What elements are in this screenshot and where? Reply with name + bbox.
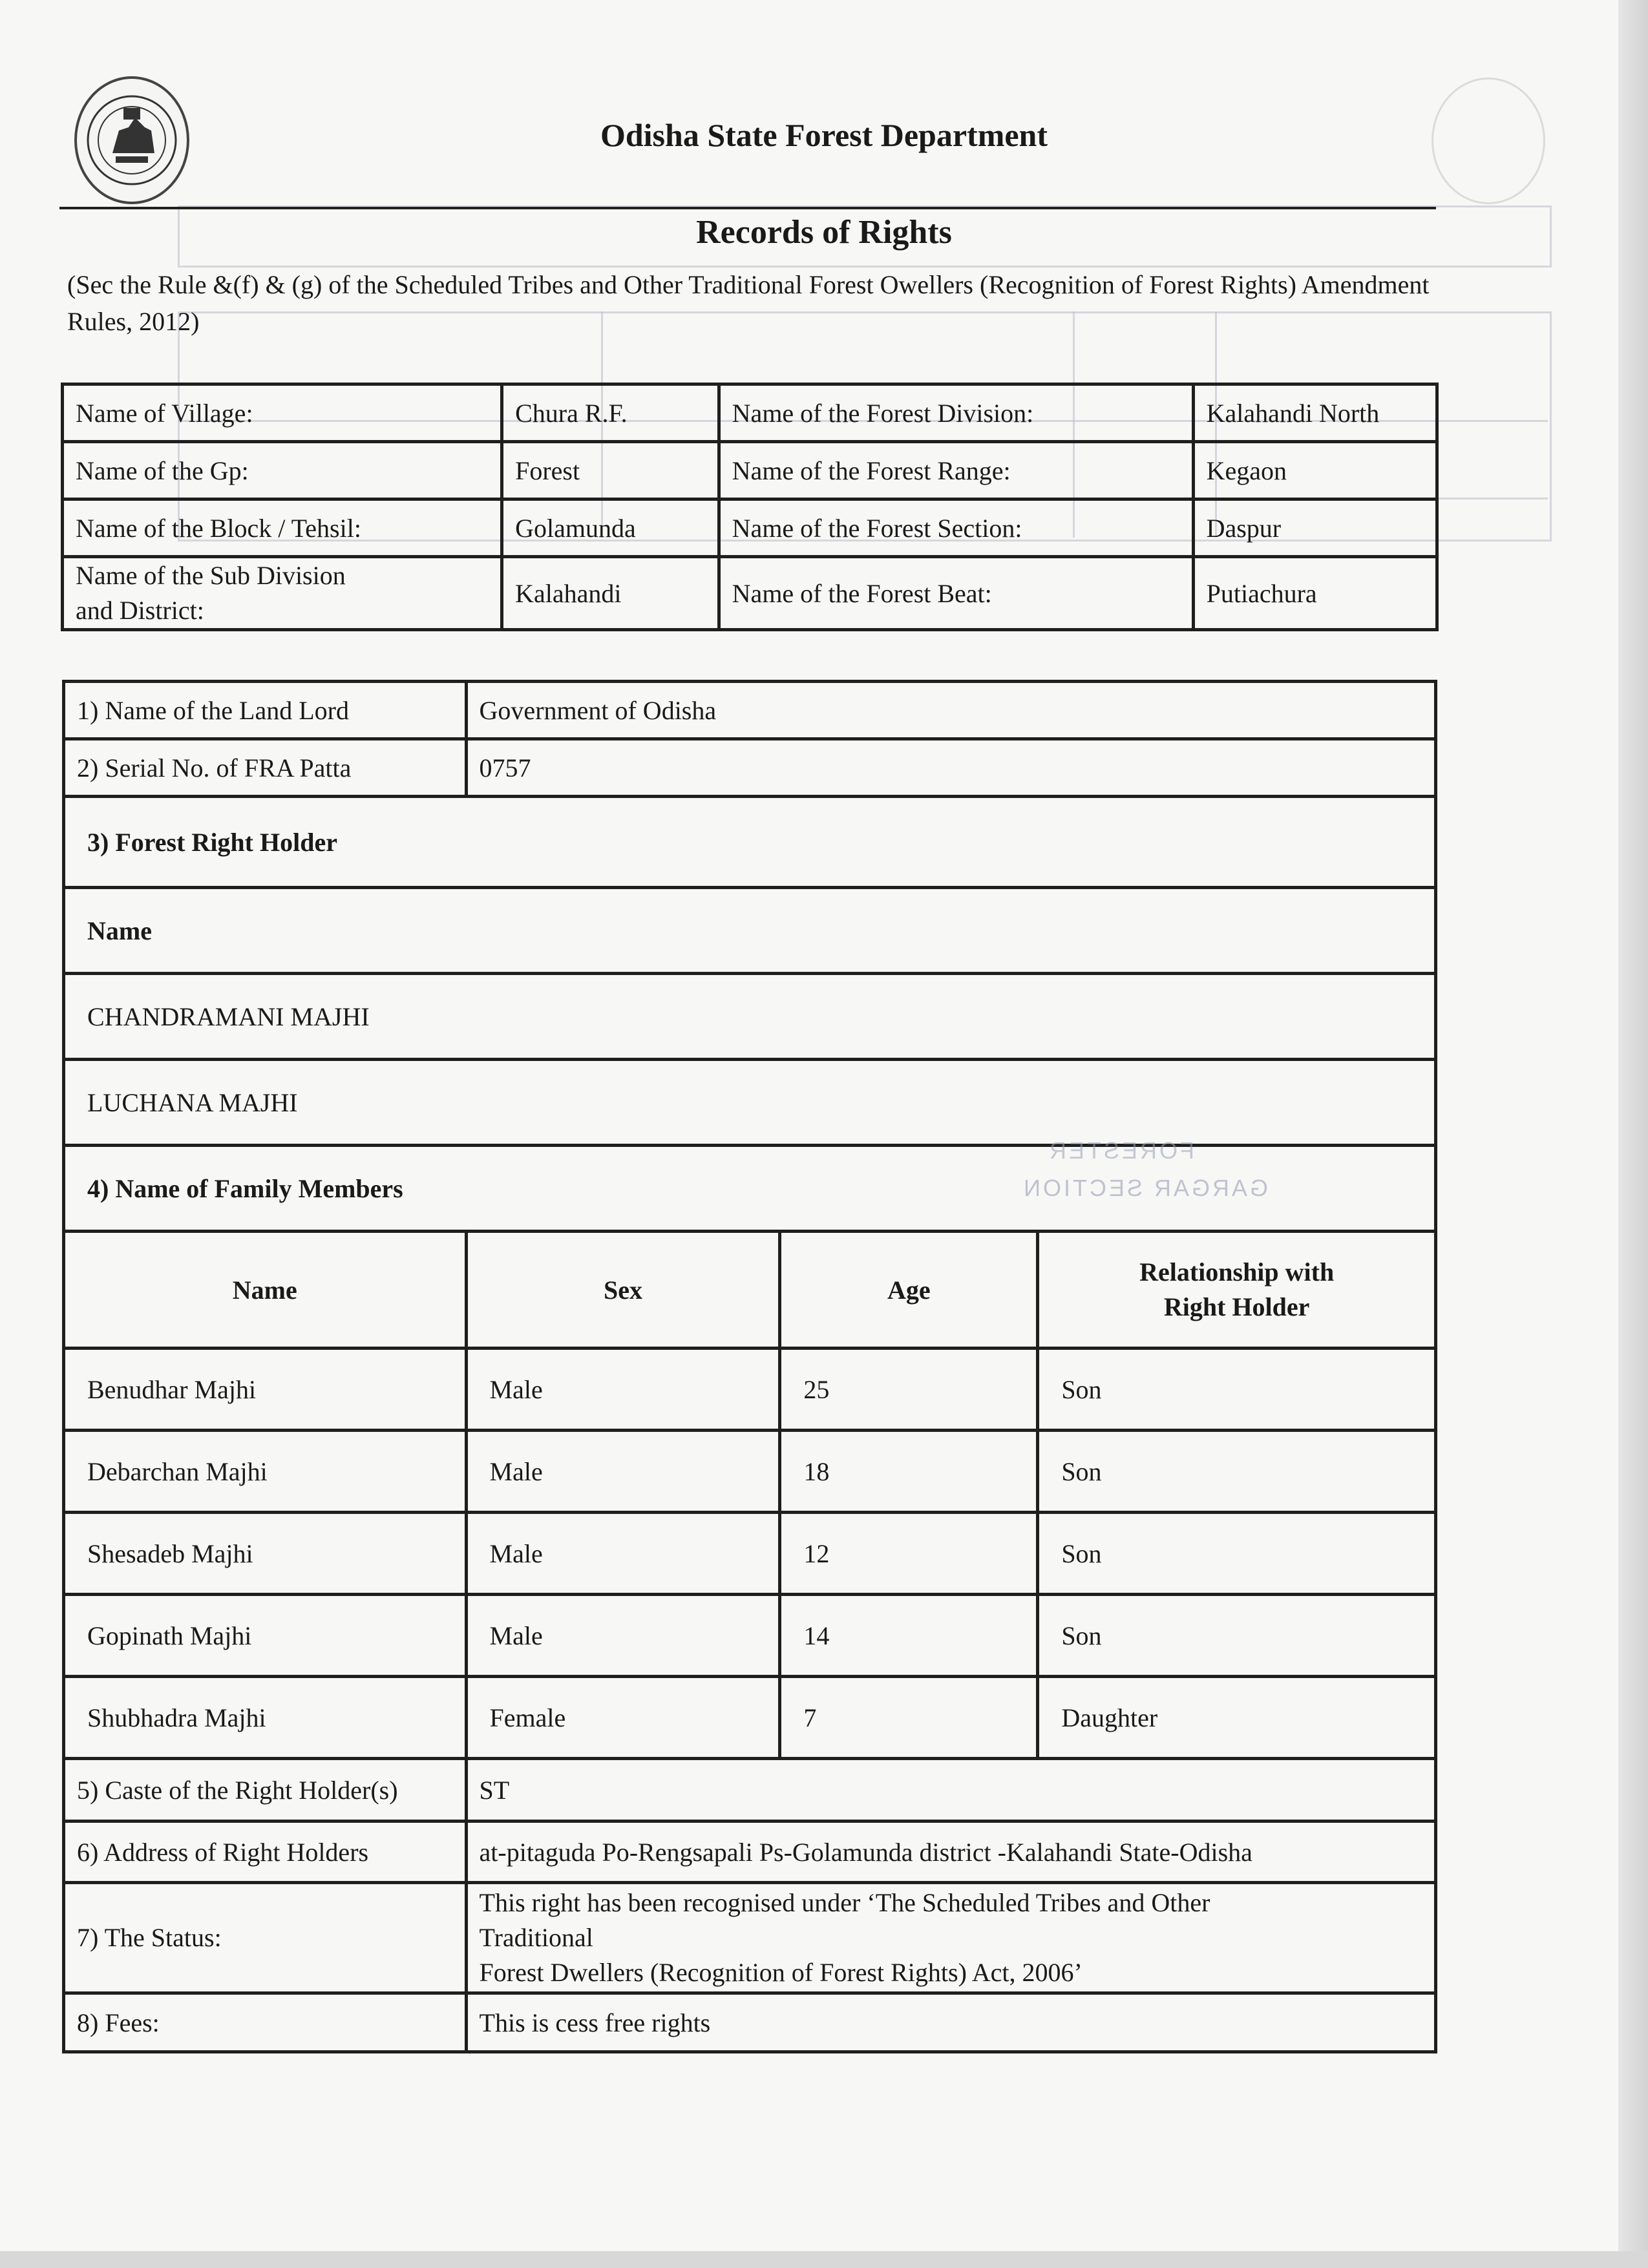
member-sex: Male bbox=[466, 1595, 780, 1677]
table-row bbox=[64, 1595, 1436, 1677]
subdivision-label-line: and District: bbox=[76, 596, 204, 625]
caste-label: 5) Caste of the Right Holder(s) bbox=[64, 1759, 467, 1822]
member-relation: Daughter bbox=[1038, 1677, 1436, 1759]
table-row bbox=[64, 1513, 1436, 1595]
table-row bbox=[63, 557, 1437, 630]
page-edge bbox=[1618, 0, 1648, 2268]
beat-label: Name of the Forest Beat: bbox=[719, 557, 1193, 630]
division-label: Name of the Forest Division: bbox=[719, 384, 1193, 442]
block-label: Name of the Block / Tehsil: bbox=[63, 499, 502, 557]
member-name: Shesadeb Majhi bbox=[64, 1513, 467, 1595]
serial-value: 0757 bbox=[466, 739, 1435, 797]
member-relation: Son bbox=[1038, 1595, 1436, 1677]
member-name: Debarchan Majhi bbox=[64, 1431, 467, 1513]
member-relation: Son bbox=[1038, 1513, 1436, 1595]
village-value: Chura R.F. bbox=[502, 384, 719, 442]
stamp-text: GARGAR SECTION bbox=[1021, 1175, 1269, 1201]
member-sex: Female bbox=[466, 1677, 780, 1759]
address-label: 6) Address of Right Holders bbox=[64, 1822, 467, 1883]
caste-value: ST bbox=[466, 1759, 1435, 1822]
member-relation: Son bbox=[1038, 1431, 1436, 1513]
member-sex: Male bbox=[466, 1513, 780, 1595]
subdivision-value: Kalahandi bbox=[502, 557, 719, 630]
division-value: Kalahandi North bbox=[1193, 384, 1437, 442]
table-row bbox=[63, 499, 1437, 557]
stamp-text: FORESTER bbox=[1047, 1137, 1195, 1164]
table-row bbox=[64, 682, 1436, 739]
record-table bbox=[62, 680, 1437, 2053]
gp-label: Name of the Gp: bbox=[63, 442, 502, 499]
column-header-name: Name bbox=[64, 1232, 467, 1349]
preamble-text: (Sec the Rule &(f) & (g) of the Scheduled Tribes and Other Traditional Forest Owellers (Recognition of Forest Rights) Amendment Rules, 2012) bbox=[67, 270, 1430, 336]
table-header-row bbox=[64, 1232, 1436, 1349]
table-row bbox=[64, 1431, 1436, 1513]
landlord-value: Government of Odisha bbox=[466, 682, 1435, 739]
table-row bbox=[63, 442, 1437, 499]
holder-name-heading: Name bbox=[64, 888, 1436, 974]
range-value: Kegaon bbox=[1193, 442, 1437, 499]
page-bottom-edge bbox=[0, 2251, 1648, 2268]
table-row bbox=[64, 888, 1436, 974]
column-header-relationship bbox=[1038, 1232, 1436, 1349]
header-divider bbox=[59, 207, 1436, 209]
column-header-age: Age bbox=[780, 1232, 1038, 1349]
table-row bbox=[64, 1883, 1436, 1993]
table-row bbox=[64, 1677, 1436, 1759]
village-label: Name of Village: bbox=[63, 384, 502, 442]
holder-name: CHANDRAMANI MAJHI bbox=[64, 974, 1436, 1060]
block-value: Golamunda bbox=[502, 499, 719, 557]
range-label: Name of the Forest Range: bbox=[719, 442, 1193, 499]
section-value: Daspur bbox=[1193, 499, 1437, 557]
serial-label: 2) Serial No. of FRA Patta bbox=[64, 739, 467, 797]
holder-heading: 3) Forest Right Holder bbox=[64, 797, 1436, 888]
status-line: Traditional bbox=[479, 1923, 593, 1952]
member-age: 14 bbox=[780, 1595, 1038, 1677]
member-age: 12 bbox=[780, 1513, 1038, 1595]
table-row bbox=[64, 797, 1436, 888]
department-title: Odisha State Forest Department bbox=[600, 117, 1048, 153]
column-header-sex: Sex bbox=[466, 1232, 780, 1349]
table-row bbox=[64, 1759, 1436, 1822]
table-row bbox=[64, 974, 1436, 1060]
section-label: Name of the Forest Section: bbox=[719, 499, 1193, 557]
member-age: 7 bbox=[780, 1677, 1038, 1759]
subdivision-label-line: Name of the Sub Division bbox=[76, 561, 346, 590]
table-row bbox=[64, 1822, 1436, 1883]
address-value: at-pitaguda Po-Rengsapali Ps-Golamunda district -Kalahandi State-Odisha bbox=[466, 1822, 1435, 1883]
member-age: 25 bbox=[780, 1349, 1038, 1431]
fees-value: This is cess free rights bbox=[466, 1993, 1435, 2052]
member-name: Benudhar Majhi bbox=[64, 1349, 467, 1431]
status-value bbox=[466, 1883, 1435, 1993]
table-row bbox=[64, 1993, 1436, 2052]
gp-value: Forest bbox=[502, 442, 719, 499]
table-row bbox=[63, 384, 1437, 442]
member-age: 18 bbox=[780, 1431, 1038, 1513]
column-header-relationship-line: Relationship with bbox=[1139, 1257, 1335, 1286]
table-row bbox=[64, 739, 1436, 797]
holder-name: LUCHANA MAJHI bbox=[64, 1060, 1436, 1146]
beat-value: Putiachura bbox=[1193, 557, 1437, 630]
location-table bbox=[61, 383, 1439, 631]
status-label: 7) The Status: bbox=[64, 1883, 467, 1993]
member-sex: Male bbox=[466, 1431, 780, 1513]
subdivision-label bbox=[63, 557, 502, 630]
status-line: This right has been recognised under ‘The Scheduled Tribes and Other bbox=[479, 1888, 1210, 1917]
table-row bbox=[64, 1349, 1436, 1431]
member-name: Shubhadra Majhi bbox=[64, 1677, 467, 1759]
member-name: Gopinath Majhi bbox=[64, 1595, 467, 1677]
member-sex: Male bbox=[466, 1349, 780, 1431]
table-row bbox=[64, 1060, 1436, 1146]
family-heading: 4) Name of Family Members bbox=[64, 1146, 1436, 1232]
status-line: Forest Dwellers (Recognition of Forest Rights) Act, 2006’ bbox=[479, 1958, 1083, 1987]
column-header-relationship-line: Right Holder bbox=[1163, 1292, 1310, 1321]
landlord-label: 1) Name of the Land Lord bbox=[64, 682, 467, 739]
records-title: Records of Rights bbox=[696, 214, 952, 251]
fees-label: 8) Fees: bbox=[64, 1993, 467, 2052]
member-relation: Son bbox=[1038, 1349, 1436, 1431]
